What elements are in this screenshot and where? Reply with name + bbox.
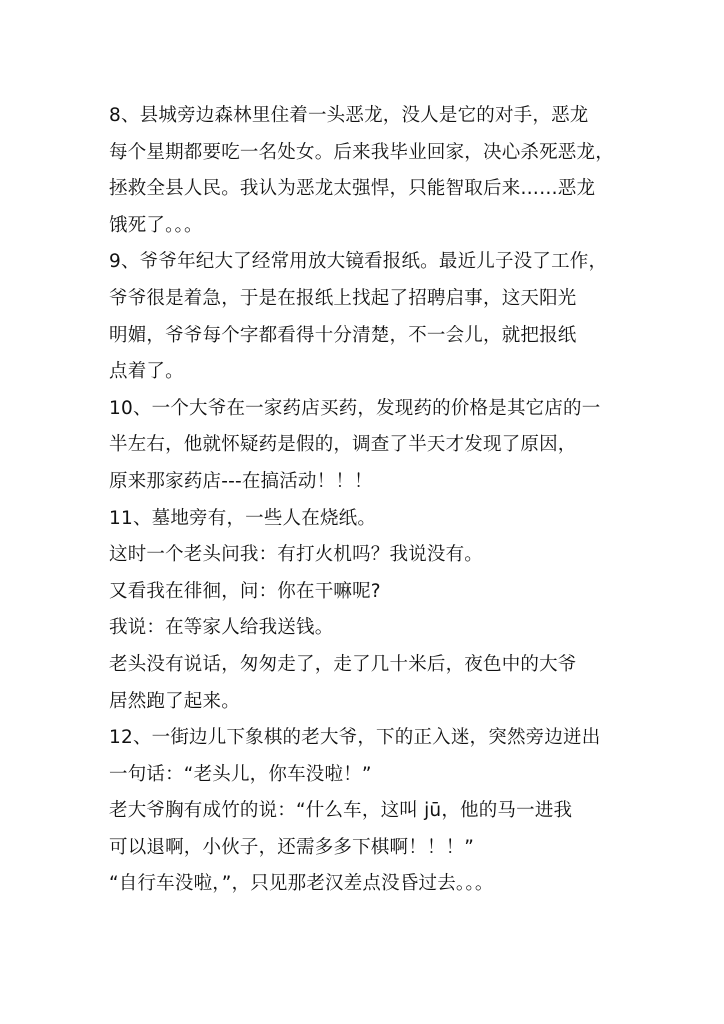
text-line: 半左右，他就怀疑药是假的，调查了半天才发现了原因， [109,434,577,456]
text-line: 12、一街边儿下象棋的老大爷，下的正入迷，突然旁边迸出 [109,727,601,749]
text-line: 一句话：“老头儿，你车没啦！” [109,763,372,785]
text-line: 老头没有说话，匆匆走了，走了几十米后，夜色中的大爷 [109,653,577,675]
text-line: 9、爷爷年纪大了经常用放大镜看报纸。最近儿子没了工作， [109,251,608,273]
text-line: “自行车没啦，”，只见那老汉差点没昏过去。。。 [109,873,494,895]
text-line: 又看我在徘徊，问：你在干嘛呢? [109,580,381,602]
text-line: 点着了。 [109,361,184,383]
text-line: 11、墓地旁有，一些人在烧纸。 [109,507,377,529]
text-line: 老大爷胸有成竹的说：“什么车，这叫 jū，他的马一进我 [109,800,573,822]
text-line: 可以退啊，小伙子，还需多多下棋啊！！！” [109,836,475,858]
text-line: 这时一个老头问我：有打火机吗？我说没有。 [109,544,484,566]
text-line: 10、一个大爷在一家药店买药，发现药的价格是其它店的一 [109,397,601,419]
text-line: 爷爷很是着急，于是在报纸上找起了招聘启事，这天阳光 [109,287,577,309]
text-line: 明媚，爷爷每个字都看得十分清楚，不一会儿，就把报纸 [109,324,577,346]
text-line: 饿死了。。。 [109,214,203,236]
text-line: 每个星期都要吃一名处女。后来我毕业回家，决心杀死恶龙， [109,141,614,163]
text-line: 原来那家药店---在搞活动！！！ [109,470,373,492]
text-line: 居然跑了起来。 [109,690,240,712]
text-line: 8、县城旁边森林里住着一头恶龙，没人是它的对手，恶龙 [109,105,589,126]
text-line: 拯救全县人民。我认为恶龙太强悍，只能智取后来……恶龙 [109,178,596,200]
text-line: 我说：在等家人给我送钱。 [109,617,334,639]
